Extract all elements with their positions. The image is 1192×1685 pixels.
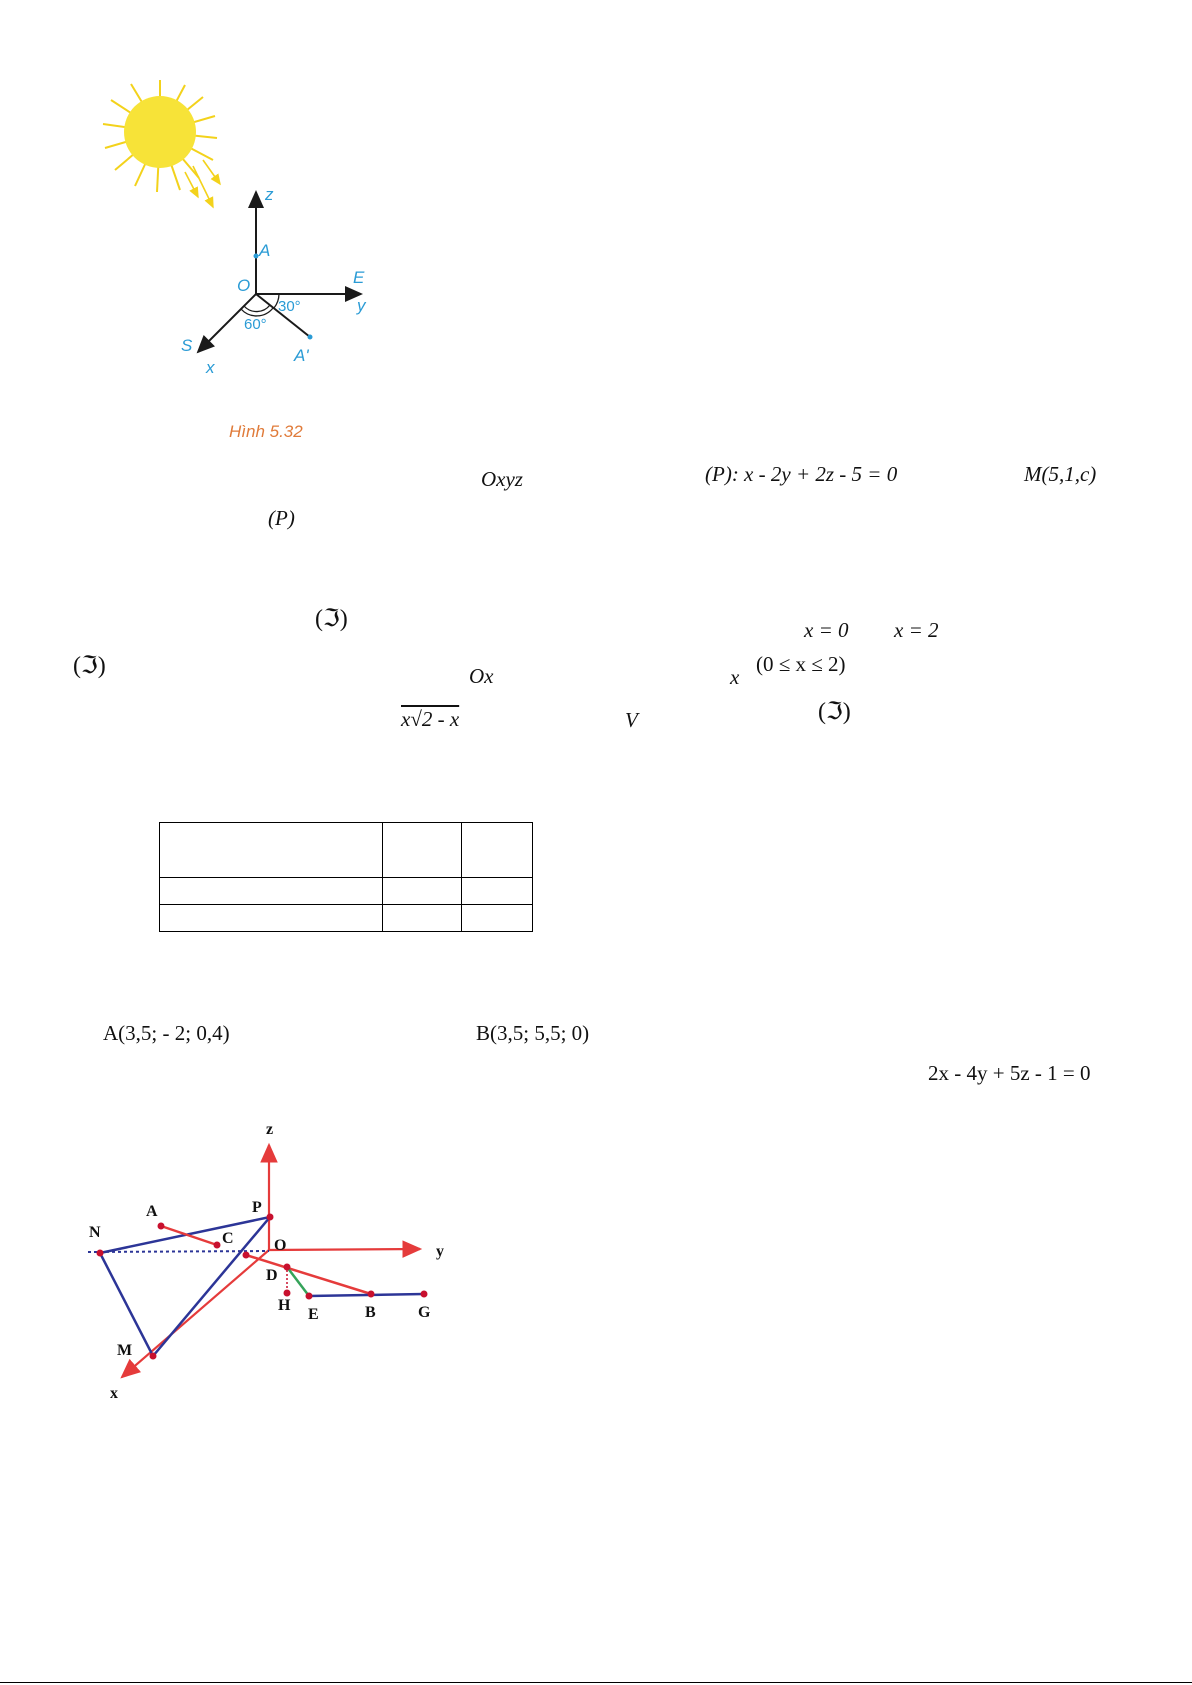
- formula-point-a: A(3,5; - 2; 0,4): [103, 1021, 230, 1045]
- fig2-label-e: E: [308, 1306, 319, 1323]
- fig1-label-e: E: [353, 268, 365, 287]
- formula-x-var: x: [730, 665, 740, 689]
- fig2-segment-cb: [246, 1255, 371, 1294]
- fig2-label-n: N: [89, 1224, 101, 1241]
- fig2-label-o: O: [274, 1237, 287, 1254]
- table-cell: [462, 878, 533, 905]
- fig2-label-c: C: [222, 1230, 234, 1247]
- answer-table: [159, 822, 533, 932]
- formula-oxyz: Oxyz: [481, 467, 523, 491]
- table-cell: [160, 878, 383, 905]
- fig2-segment-eg: [309, 1294, 424, 1296]
- fig2-y-axis: [269, 1249, 420, 1250]
- fig2-label-a: A: [146, 1203, 158, 1220]
- table-cell: [383, 905, 462, 932]
- fig1-label-s: S: [181, 336, 193, 355]
- fig2-label-p: P: [252, 1199, 262, 1216]
- formula-x-range: (0 ≤ x ≤ 2): [756, 652, 846, 676]
- fig2-x-axis: [122, 1250, 269, 1377]
- formula-x-eq-0: x = 0: [804, 618, 849, 642]
- formula-p-label: (P): [268, 506, 295, 530]
- fig1-angle-60: 60°: [244, 316, 267, 333]
- table-cell: [383, 878, 462, 905]
- fig1-label-y: y: [357, 296, 366, 315]
- sun-icon: [103, 80, 220, 207]
- angle-arc-60: [244, 305, 270, 312]
- fig2-label-y: y: [436, 1243, 444, 1260]
- formula-point-b: B(3,5; 5,5; 0): [476, 1021, 590, 1045]
- formula-solid-3: (ℑ): [818, 699, 851, 725]
- fig1-label-a-prime: A': [294, 346, 309, 365]
- fig2-label-z: z: [266, 1121, 274, 1138]
- fig1-label-o: O: [237, 276, 251, 295]
- formula-point-m: M(5,1,c): [1024, 462, 1097, 486]
- table-cell: [160, 905, 383, 932]
- formula-side-expr: x√2 - x: [401, 707, 460, 731]
- formula-solid-2: (ℑ): [73, 653, 106, 679]
- fig2-label-h: H: [278, 1297, 291, 1314]
- table-cell: [383, 823, 462, 878]
- formula-v: V: [625, 708, 638, 732]
- formula-solid-1: (ℑ): [315, 606, 348, 632]
- formula-plane-p: (P): x - 2y + 2z - 5 = 0: [705, 462, 898, 486]
- figure-caption: Hình 5.32: [229, 422, 303, 441]
- table-cell: [462, 905, 533, 932]
- figure-sun-axes: [95, 80, 415, 450]
- fig2-label-d: D: [266, 1267, 278, 1284]
- fig1-label-a: A: [259, 241, 271, 260]
- fig2-label-x: x: [110, 1385, 118, 1402]
- formula-x-eq-2: x = 2: [894, 618, 939, 642]
- fig2-triangle: [100, 1217, 270, 1356]
- fig1-label-z: z: [265, 185, 274, 204]
- page-bottom-rule: [0, 1682, 1192, 1683]
- formula-plane-eq: 2x - 4y + 5z - 1 = 0: [928, 1061, 1091, 1085]
- fig1-label-x: x: [206, 358, 215, 377]
- fig1-angle-30: 30°: [278, 298, 301, 315]
- fig2-label-m: M: [117, 1342, 133, 1359]
- table-cell: [160, 823, 383, 878]
- fig2-label-b: B: [365, 1304, 376, 1321]
- fig2-label-g: G: [418, 1304, 431, 1321]
- formula-ox: Ox: [469, 664, 494, 688]
- table-cell: [462, 823, 533, 878]
- figure-geometry: [80, 1115, 460, 1415]
